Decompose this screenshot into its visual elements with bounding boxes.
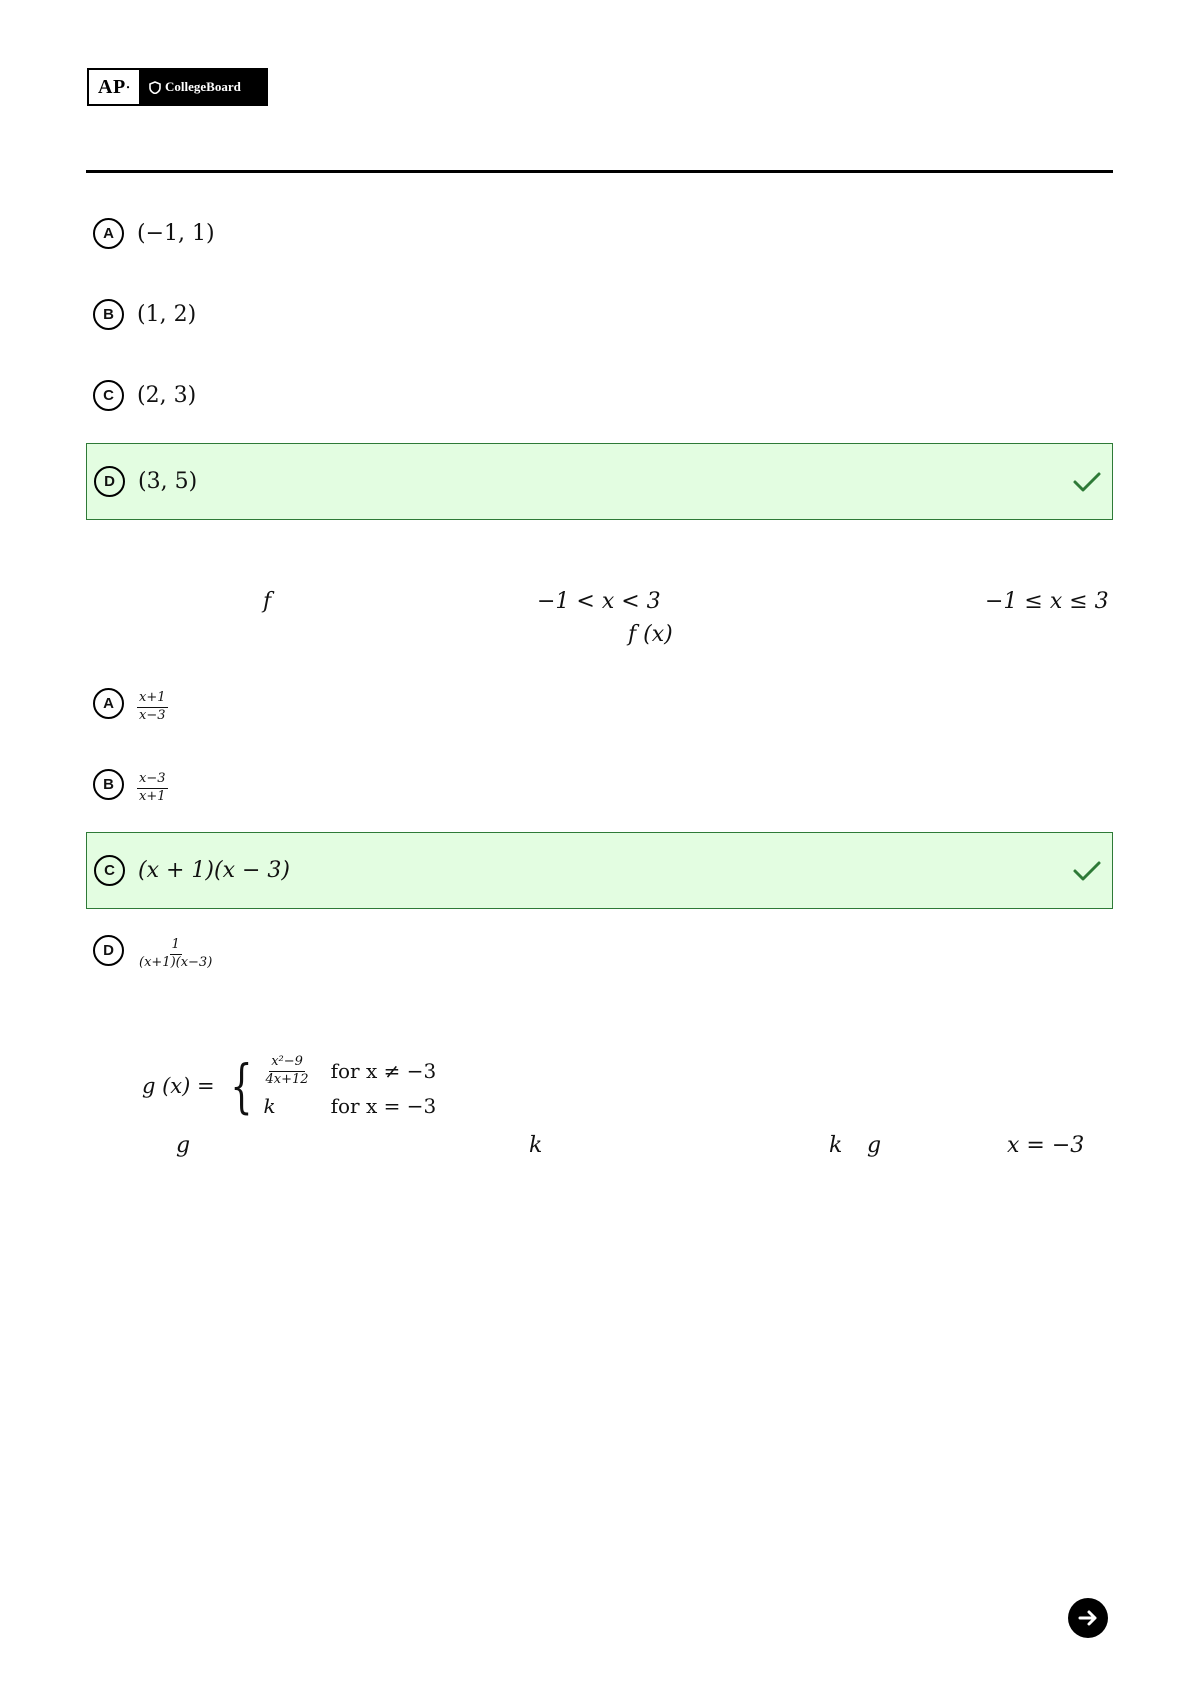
q3-lhs: g (x) = bbox=[142, 1074, 215, 1099]
case1-value: $\frac{\text{x²−9}}{4x+12}$ bbox=[265, 1054, 309, 1087]
q3-stem-g2: g bbox=[867, 1133, 882, 1158]
ap-logo: AP • bbox=[89, 70, 139, 104]
q1-choice-b[interactable] bbox=[86, 295, 1113, 333]
checkmark-icon bbox=[1072, 470, 1102, 494]
choice-letter-bubble[interactable]: A bbox=[93, 218, 124, 249]
q2-stem-f: f bbox=[263, 589, 272, 614]
collegeboard-logo: CollegeBoard bbox=[139, 70, 266, 104]
choice-letter-bubble[interactable]: B bbox=[93, 769, 124, 800]
ap-collegeboard-logo bbox=[87, 68, 268, 106]
case2-condition: for x = −3 bbox=[330, 1093, 437, 1118]
choice-letter-bubble[interactable]: D bbox=[93, 935, 124, 966]
choice-text: (2, 3) bbox=[137, 382, 197, 408]
case2-value: k bbox=[263, 1093, 276, 1118]
choice-text: (3, 5) bbox=[138, 469, 198, 494]
choice-letter-bubble[interactable]: A bbox=[93, 688, 124, 719]
choice-text: (−1, 1) bbox=[137, 220, 215, 246]
q1-choice-a[interactable] bbox=[86, 214, 1113, 252]
arrow-right-icon bbox=[1076, 1606, 1100, 1630]
choice-text: (x + 1)(x − 3) bbox=[138, 858, 290, 883]
q1-choice-d-correct[interactable] bbox=[86, 443, 1113, 520]
q2-stem-closed-interval: −1 ≤ x ≤ 3 bbox=[985, 589, 1109, 614]
header-divider bbox=[86, 170, 1113, 173]
q3-piecewise-function bbox=[142, 1052, 437, 1121]
choice-letter-bubble[interactable]: B bbox=[93, 299, 124, 330]
q2-choice-a[interactable] bbox=[86, 684, 1113, 722]
choice-letter-bubble[interactable]: C bbox=[93, 380, 124, 411]
q1-choice-c[interactable] bbox=[86, 376, 1113, 414]
left-brace: { bbox=[230, 1052, 253, 1121]
choice-fraction: $\frac{x+1}{x-3}$ bbox=[139, 690, 166, 723]
q3-stem-k2: k bbox=[829, 1133, 843, 1158]
choice-fraction: $\frac{1}{(x+1)(x-3)}$ bbox=[139, 937, 213, 970]
choice-letter-bubble[interactable]: C bbox=[94, 855, 125, 886]
choice-letter-bubble[interactable]: D bbox=[94, 466, 125, 497]
q3-stem-x-equals: x = −3 bbox=[1007, 1133, 1085, 1158]
q2-stem-fx: f (x) bbox=[628, 622, 673, 647]
q3-stem-k: k bbox=[529, 1133, 543, 1158]
q3-cases bbox=[264, 1055, 437, 1118]
choice-fraction: $\frac{x-3}{x+1}$ bbox=[139, 771, 166, 804]
q2-choice-b[interactable] bbox=[86, 765, 1113, 803]
next-button[interactable] bbox=[1068, 1598, 1108, 1638]
case1-condition: for x ≠ −3 bbox=[330, 1059, 437, 1084]
shield-icon bbox=[149, 81, 161, 94]
choice-text: (1, 2) bbox=[137, 301, 197, 327]
q2-choice-d[interactable] bbox=[86, 931, 1113, 969]
checkmark-icon bbox=[1072, 859, 1102, 883]
q2-stem-open-interval: −1 < x < 3 bbox=[537, 589, 661, 614]
q2-choice-c-correct[interactable] bbox=[86, 832, 1113, 909]
q3-stem-g: g bbox=[176, 1133, 191, 1158]
